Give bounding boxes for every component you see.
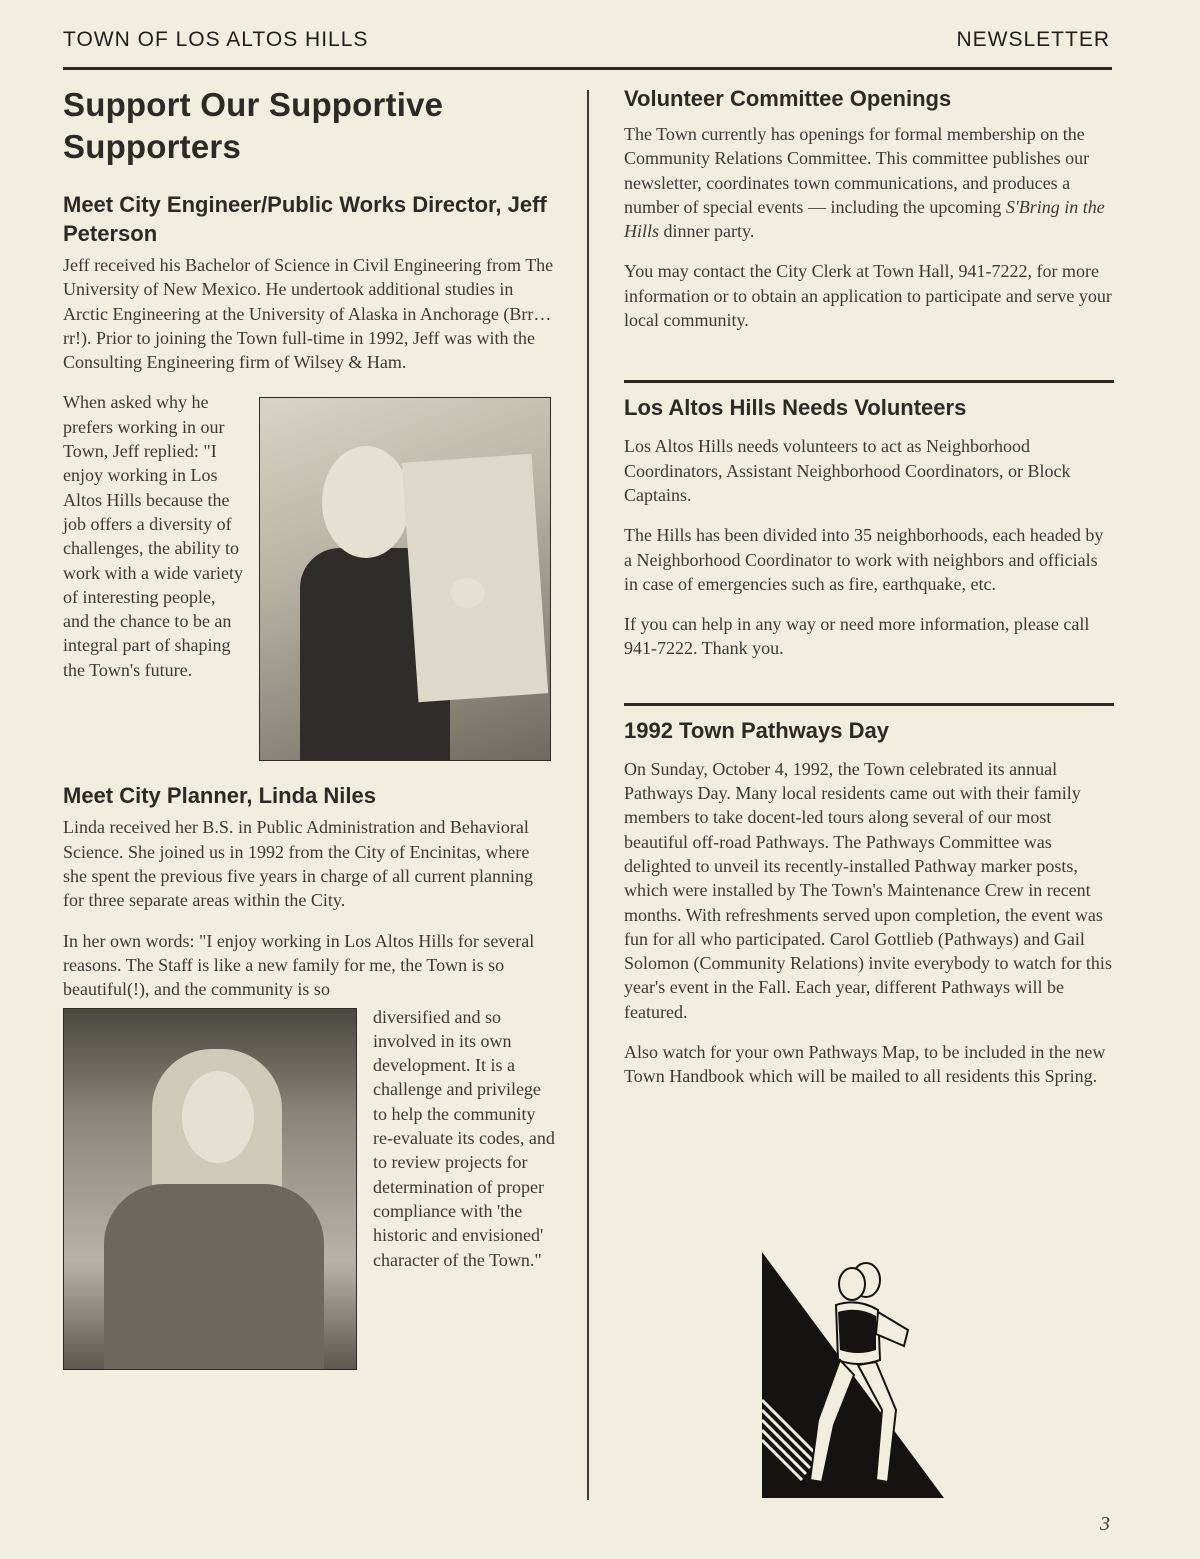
needs-volunteers-paragraph-1: Los Altos Hills needs volunteers to act as Neighborhood Coordinators, Assistant Neighborhood Coordinators, or Block Captains. [624,436,1071,505]
engineer-heading: Meet City Engineer/Public Works Director, Jeff Peterson [63,192,547,246]
planner-paragraph-2b: diversified and so involved in its own development. It is a challenge and privilege to help the community re-evaluate its codes, and to review projects for determination of proper compliance with 'the historic and envisioned' character of the Town." [373,1006,555,1270]
jeff-peterson-photo [259,397,551,761]
linda-niles-photo [63,1008,357,1370]
section-rule [624,703,1114,706]
text-fragment: dinner party. [659,221,755,242]
newsletter-masthead-left: TOWN OF LOS ALTOS HILLS [63,28,369,51]
needs-volunteers-paragraph-3: If you can help in any way or need more information, please call 941-7222. Thank you. [624,614,1090,659]
volunteer-committee-heading: Volunteer Committee Openings [624,86,952,111]
volunteer-committee-paragraph-1 [624,122,1114,243]
photo-figure-face [182,1071,254,1163]
planner-heading: Meet City Planner, Linda Niles [63,783,376,809]
planner-paragraph-1: Linda received her B.S. in Public Administration and Behavioral Science. She joined us in 1992 from the City of Encinitas, where she spent the previous five years in charge of all current planning for three separate areas within the City. [63,817,534,911]
volunteer-committee-paragraph-2: You may contact the City Clerk at Town Hall, 941-7222, for more information or to obtain an application to participate and serve your local community. [624,261,1112,331]
photo-figure-face [322,446,410,558]
event-name: S'Bring in the Hills [624,196,1105,242]
photo-map-board [402,454,548,702]
newsletter-masthead-right: NEWSLETTER [956,28,1110,51]
needs-volunteers-paragraph-2: The Hills has been divided into 35 neighborhoods, each headed by a Neighborhood Coordinator to work with neighbors and officials in case of emergencies such as fire, earthquake, etc. [624,525,1104,594]
photo-figure-body [104,1184,324,1369]
pathways-day-paragraph-2: Also watch for your own Pathways Map, to be included in the new Town Handbook which will be mailed to all residents this Spring. [624,1042,1106,1087]
column-divider [587,90,589,1500]
needs-volunteers-heading: Los Altos Hills Needs Volunteers [624,395,967,421]
right-column [624,84,1114,1105]
planner-paragraph-2a: In her own words: "I enjoy working in Los Altos Hills for several reasons. The Staff is like a new family for me, the Town is so beautiful(!), and the community is so [63,930,535,1000]
pathways-day-paragraph-1: On Sunday, October 4, 1992, the Town celebrated its annual Pathways Day. Many local residents came out with their family members to take docent-led tours along several of our most beautiful off-road Pathways. The Pathways Committee was delighted to unveil its recently-installed Pathway marker posts, which were installed by The Town's Maintenance Crew in recent months. With refreshments served upon completion, the event was fun for all who participated. Carol Gottlieb (Pathways) and Gail Solomon (Community Relations) invite everybody to watch for this year's event in the Fall. Each year, different Pathways will be featured. [624,758,1112,1022]
engineer-paragraph-1: Jeff received his Bachelor of Science in Civil Engineering from The University of New Mexico. He undertook additional studies in Arctic Engineering at the University of Alaska in Anchorage (Brr…rr!). Prior to joining the Town full-time in 1992, Jeff was with the Consulting Engineering firm of Wilsey & Ham. [63,255,554,373]
left-column [63,84,555,1376]
page-title: Support Our Supportive Supporters [63,86,444,165]
section-rule [624,380,1114,383]
runners-illustration [758,1250,948,1500]
page-number: 3 [1100,1513,1110,1535]
engineer-paragraph-2: When asked why he prefers working in our Town, Jeff replied: "I enjoy working in Los Altos Hills because the job offers a diversity of challenges, the ability to work with a wide variety of interesting people, and the chance to be an integral part of shaping the Town's future. [63,392,243,680]
header-rule [63,67,1112,70]
text-fragment: The Town currently has openings for formal membership on the Community Relations Committee. This committee publishes our newsletter, coordinates town communications, and produces a number of special events — including the upcoming [624,124,1090,217]
pathways-day-heading: 1992 Town Pathways Day [624,717,889,743]
